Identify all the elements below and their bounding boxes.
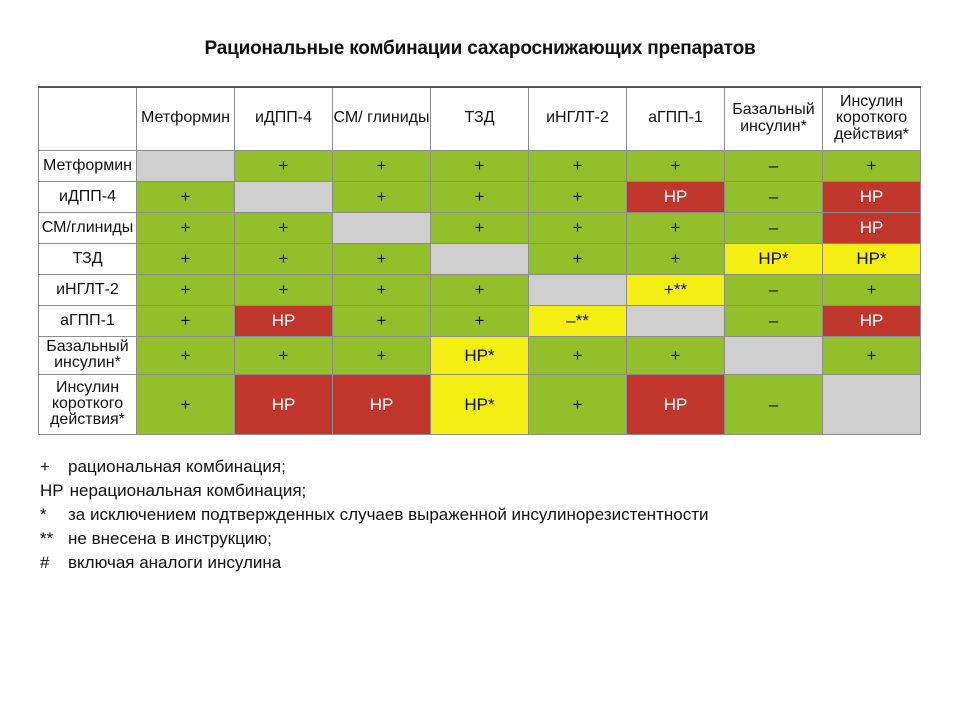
table-cell: + (431, 305, 529, 336)
table-cell (627, 305, 725, 336)
table-cell: +** (627, 274, 725, 305)
table-cell (137, 150, 235, 181)
table-cell: + (529, 181, 627, 212)
legend-text: включая аналоги инсулина (68, 553, 282, 572)
table-cell: + (137, 336, 235, 374)
table-cell (529, 274, 627, 305)
legend-symbol: + (40, 457, 50, 476)
table-cell: – (725, 150, 823, 181)
table-cell: + (333, 243, 431, 274)
legend-text: не внесена в инструкцию; (68, 529, 272, 548)
table-row (39, 274, 921, 305)
table-cell: НР* (823, 243, 921, 274)
table-cell (333, 212, 431, 243)
legend-text: за исключением подтвержденных случаев выраженной инсулинорезистентности (68, 505, 709, 524)
column-header: иДПП-4 (235, 87, 333, 150)
column-header: ТЗД (431, 87, 529, 150)
table-cell (235, 181, 333, 212)
table-cell: + (627, 212, 725, 243)
table-cell: НР (823, 212, 921, 243)
table-cell: + (333, 305, 431, 336)
column-header: аГПП-1 (627, 87, 725, 150)
legend (40, 455, 708, 575)
table-cell: + (823, 274, 921, 305)
table-cell: – (725, 305, 823, 336)
row-header: аГПП-1 (39, 305, 137, 336)
table-cell: + (137, 243, 235, 274)
row-header: СМ/глиниды (39, 212, 137, 243)
row-header: Базальный инсулин* (39, 336, 137, 374)
table-cell: + (235, 212, 333, 243)
legend-text: нерациональная комбинация; (69, 481, 307, 500)
table-cell: + (333, 181, 431, 212)
table-cell: – (725, 212, 823, 243)
column-header: СМ/ глиниды (333, 87, 431, 150)
row-header: ТЗД (39, 243, 137, 274)
table-cell: + (137, 374, 235, 434)
table-cell: НР (823, 305, 921, 336)
table-cell: + (431, 150, 529, 181)
legend-item (40, 551, 708, 575)
table-cell: – (725, 374, 823, 434)
table-cell: + (431, 274, 529, 305)
column-header: Базальный инсулин* (725, 87, 823, 150)
table-cell: НР* (725, 243, 823, 274)
column-header: Инсулин короткого действия* (823, 87, 921, 150)
table-cell: + (137, 212, 235, 243)
column-header: иНГЛТ-2 (529, 87, 627, 150)
table-corner-cell (39, 87, 137, 150)
row-header: иНГЛТ-2 (39, 274, 137, 305)
table-cell: + (333, 150, 431, 181)
table-cell: НР (627, 181, 725, 212)
table-cell: + (529, 243, 627, 274)
legend-symbol: ** (40, 529, 54, 548)
table-cell: + (823, 150, 921, 181)
legend-item (40, 527, 708, 551)
table-row (39, 336, 921, 374)
column-header: Метформин (137, 87, 235, 150)
table-cell: –** (529, 305, 627, 336)
legend-text: рациональная комбинация; (68, 457, 286, 476)
table-row (39, 181, 921, 212)
table-cell: + (235, 150, 333, 181)
legend-symbol: НР (40, 481, 64, 500)
table-cell: + (627, 336, 725, 374)
table-cell: + (627, 150, 725, 181)
legend-symbol: # (40, 553, 50, 572)
table-row (39, 212, 921, 243)
table-cell: + (529, 336, 627, 374)
table-cell: + (235, 336, 333, 374)
table-cell: + (529, 150, 627, 181)
table-row (39, 150, 921, 181)
legend-item (40, 503, 708, 527)
table-cell: + (431, 181, 529, 212)
table-cell: + (627, 243, 725, 274)
table-cell: НР* (431, 336, 529, 374)
table-cell: + (137, 181, 235, 212)
table-cell: – (725, 181, 823, 212)
row-header: Метформин (39, 150, 137, 181)
combinations-table (38, 86, 921, 435)
table-cell: + (529, 212, 627, 243)
table-cell: + (235, 274, 333, 305)
row-header: Инсулин короткого действия* (39, 374, 137, 434)
table-cell (431, 243, 529, 274)
legend-item (40, 479, 708, 503)
table-cell: + (431, 212, 529, 243)
table-cell: + (333, 274, 431, 305)
table-cell: НР (627, 374, 725, 434)
table-cell: НР (333, 374, 431, 434)
table-row (39, 374, 921, 434)
legend-item (40, 455, 708, 479)
table-cell: + (137, 305, 235, 336)
table-header-row (39, 87, 921, 150)
table-cell (823, 374, 921, 434)
table-cell: НР (235, 374, 333, 434)
table-cell: НР (235, 305, 333, 336)
table-cell: + (137, 274, 235, 305)
table-row (39, 243, 921, 274)
table-cell: – (725, 274, 823, 305)
page-title: Рациональные комбинации сахароснижающих препаратов (204, 38, 756, 59)
table-cell: НР (823, 181, 921, 212)
row-header: иДПП-4 (39, 181, 137, 212)
table-cell: НР* (431, 374, 529, 434)
table-cell: + (333, 336, 431, 374)
table-cell: + (235, 243, 333, 274)
legend-symbol: * (40, 505, 47, 524)
table-cell: + (823, 336, 921, 374)
table-row (39, 305, 921, 336)
table-cell: + (529, 374, 627, 434)
table-cell (725, 336, 823, 374)
